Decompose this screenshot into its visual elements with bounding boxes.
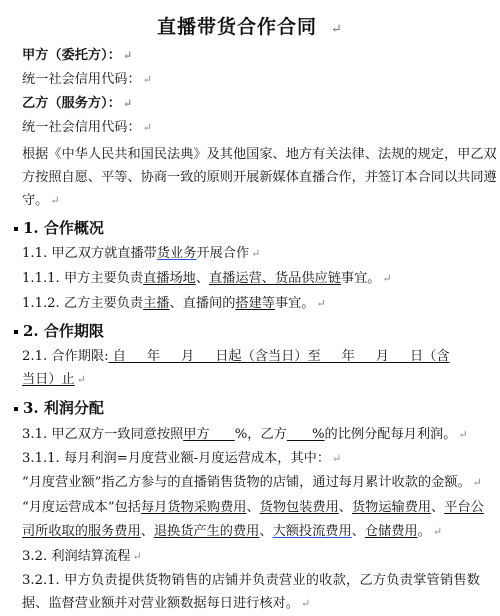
item-3-2 xyxy=(22,548,480,566)
item-1-1-1 xyxy=(22,270,480,288)
item-text-underlined: 直播场地 xyxy=(143,271,196,286)
term-fields-end: 当日）止 xyxy=(22,372,75,387)
cost-definition-cont xyxy=(22,523,480,541)
item-text-underlined: 、货品供应链 xyxy=(261,271,341,286)
item-text: 、 xyxy=(195,271,210,286)
item-text-underlined: 货物包装费用 xyxy=(259,500,339,515)
party-a-line xyxy=(22,47,480,65)
intro-line-2: 方按照自愿、平等、协商一致的原则开展新媒体直播合作，并签订本合同以共同遵 xyxy=(22,170,497,185)
item-text-underlined: 司所收取的服务费用 xyxy=(22,524,141,539)
section-heading-3 xyxy=(14,398,104,418)
item-text: 。 xyxy=(417,524,431,539)
paragraph-mark-icon: ↵ xyxy=(458,428,468,441)
section-heading-2 xyxy=(14,321,104,341)
paragraph-mark-icon: ↵ xyxy=(382,272,392,285)
title-text: 直播带货合作合同 xyxy=(157,16,318,38)
item-text: 、 xyxy=(140,524,154,539)
section-heading-1-text: 1. 合作概况 xyxy=(23,219,104,237)
party-a-label: 甲方（委托方）： xyxy=(22,48,121,63)
item-text-marked: 大额投流费用 xyxy=(272,524,352,539)
paragraph-mark-icon: ↵ xyxy=(251,247,261,260)
paragraph-mark-icon: ↵ xyxy=(142,73,152,86)
section-heading-1 xyxy=(14,218,104,238)
item-text: 、 xyxy=(351,524,365,539)
intro-line-3 xyxy=(22,192,480,210)
item-text: 、直播间的 xyxy=(169,296,236,311)
paragraph-mark-icon: ↵ xyxy=(300,597,311,610)
party-b-line xyxy=(22,95,480,113)
item-text-underlined: 平台公 xyxy=(444,500,484,515)
paragraph-mark-icon: ↵ xyxy=(142,121,152,134)
item-text-underlined: 货物运输费用 xyxy=(351,500,432,515)
item-text: 开展合作 xyxy=(196,246,250,261)
paragraph-mark-icon: ↵ xyxy=(132,550,142,563)
paragraph-mark-icon: ↵ xyxy=(316,297,326,310)
paragraph-mark-icon: ↵ xyxy=(122,97,133,110)
item-text-underlined: 退换货产生的费用 xyxy=(153,524,260,539)
paragraph-mark-icon: ↵ xyxy=(331,22,343,37)
section-heading-2-text: 2. 合作期限 xyxy=(23,322,104,340)
party-b-share-field: % xyxy=(286,427,325,442)
item-text: 1.1.1. 甲方主要负责 xyxy=(22,271,144,286)
item-text: 2.1. 合作期限: xyxy=(22,349,109,364)
item-text-underlined: 仓储费用 xyxy=(364,524,418,539)
paragraph-mark-icon: ↵ xyxy=(122,49,133,62)
item-text: 3.2. 利润结算流程 xyxy=(22,549,131,564)
intro-line-3-text: 守。 xyxy=(22,193,49,208)
bullet-icon xyxy=(14,227,18,231)
item-1-1-2 xyxy=(22,295,480,313)
item-text-underlined: 搭建等 xyxy=(235,296,275,311)
item-text: 、 xyxy=(338,500,352,515)
item-2-1-cont xyxy=(22,371,480,389)
term-fields: 自 年 月 日起（含当日）至 年 月 日（含 xyxy=(108,349,450,364)
paragraph-mark-icon: ↵ xyxy=(50,194,60,207)
item-text-underlined: 直播运营 xyxy=(209,271,262,286)
item-text: 、 xyxy=(246,500,260,515)
item-3-1 xyxy=(22,426,480,444)
intro-line-1: 根据《中华人民共和国民法典》及其他国家、地方有关法律、法规的规定，甲乙双 xyxy=(22,147,497,162)
item-text: 、 xyxy=(431,500,445,515)
item-3-2-1: 3.2.1. 甲方负责提供货物销售的店铺并负责营业的收款，乙方负责掌管销售数 xyxy=(22,573,480,588)
item-text-underlined: 每月货物采购费用 xyxy=(140,500,247,515)
item-text-marked: 货业务 xyxy=(156,246,197,261)
bullet-icon xyxy=(14,407,18,411)
bullet-icon xyxy=(14,330,18,334)
party-b-label: 乙方（服务方）： xyxy=(22,96,121,111)
paragraph-mark-icon: ↵ xyxy=(332,452,342,465)
item-1-1 xyxy=(22,245,480,263)
item-text: 的比例分配每月利润。 xyxy=(324,427,457,442)
item-text: 1.1. 甲乙双方就直播带 xyxy=(22,246,157,261)
item-text: 事宜。 xyxy=(340,271,381,286)
item-text-underlined: 主播 xyxy=(143,296,170,311)
credit-code-b-label: 统一社会信用代码： xyxy=(22,120,141,135)
credit-code-b-line xyxy=(22,119,480,137)
item-text: %，乙方 xyxy=(234,427,287,442)
credit-code-a-line xyxy=(22,71,480,89)
party-a-share-field: 甲方 xyxy=(183,427,235,442)
item-text: 1.1.2. 乙方主要负责 xyxy=(22,296,144,311)
section-heading-3-text: 3. 利润分配 xyxy=(23,399,104,417)
page-title xyxy=(0,12,500,39)
item-3-2-1-cont xyxy=(22,595,480,613)
item-text: 、 xyxy=(259,524,273,539)
credit-code-a-label: 统一社会信用代码： xyxy=(22,72,141,87)
item-text: 3.1.1. 每月利润=月度营业额-月度运营成本，其中： xyxy=(22,451,331,466)
item-text: “月度营业额”指乙方参与的直播销售货物的店铺，通过每月累计收款的金额。 xyxy=(22,475,471,490)
revenue-definition xyxy=(22,474,480,492)
paragraph-mark-icon: ↵ xyxy=(472,476,482,489)
item-text: 事宜。 xyxy=(274,296,315,311)
item-2-1 xyxy=(22,348,480,366)
item-text: “月度运营成本”包括 xyxy=(22,500,141,515)
item-text: 据、监督营业额并对营业额数据每日进行核对。 xyxy=(22,596,299,611)
cost-definition xyxy=(22,499,484,517)
paragraph-mark-icon: ↵ xyxy=(76,373,86,386)
item-3-1-1 xyxy=(22,450,480,468)
paragraph-mark-icon: ↵ xyxy=(432,525,443,538)
item-text: 3.1. 甲乙双方一致同意按照 xyxy=(22,427,184,442)
